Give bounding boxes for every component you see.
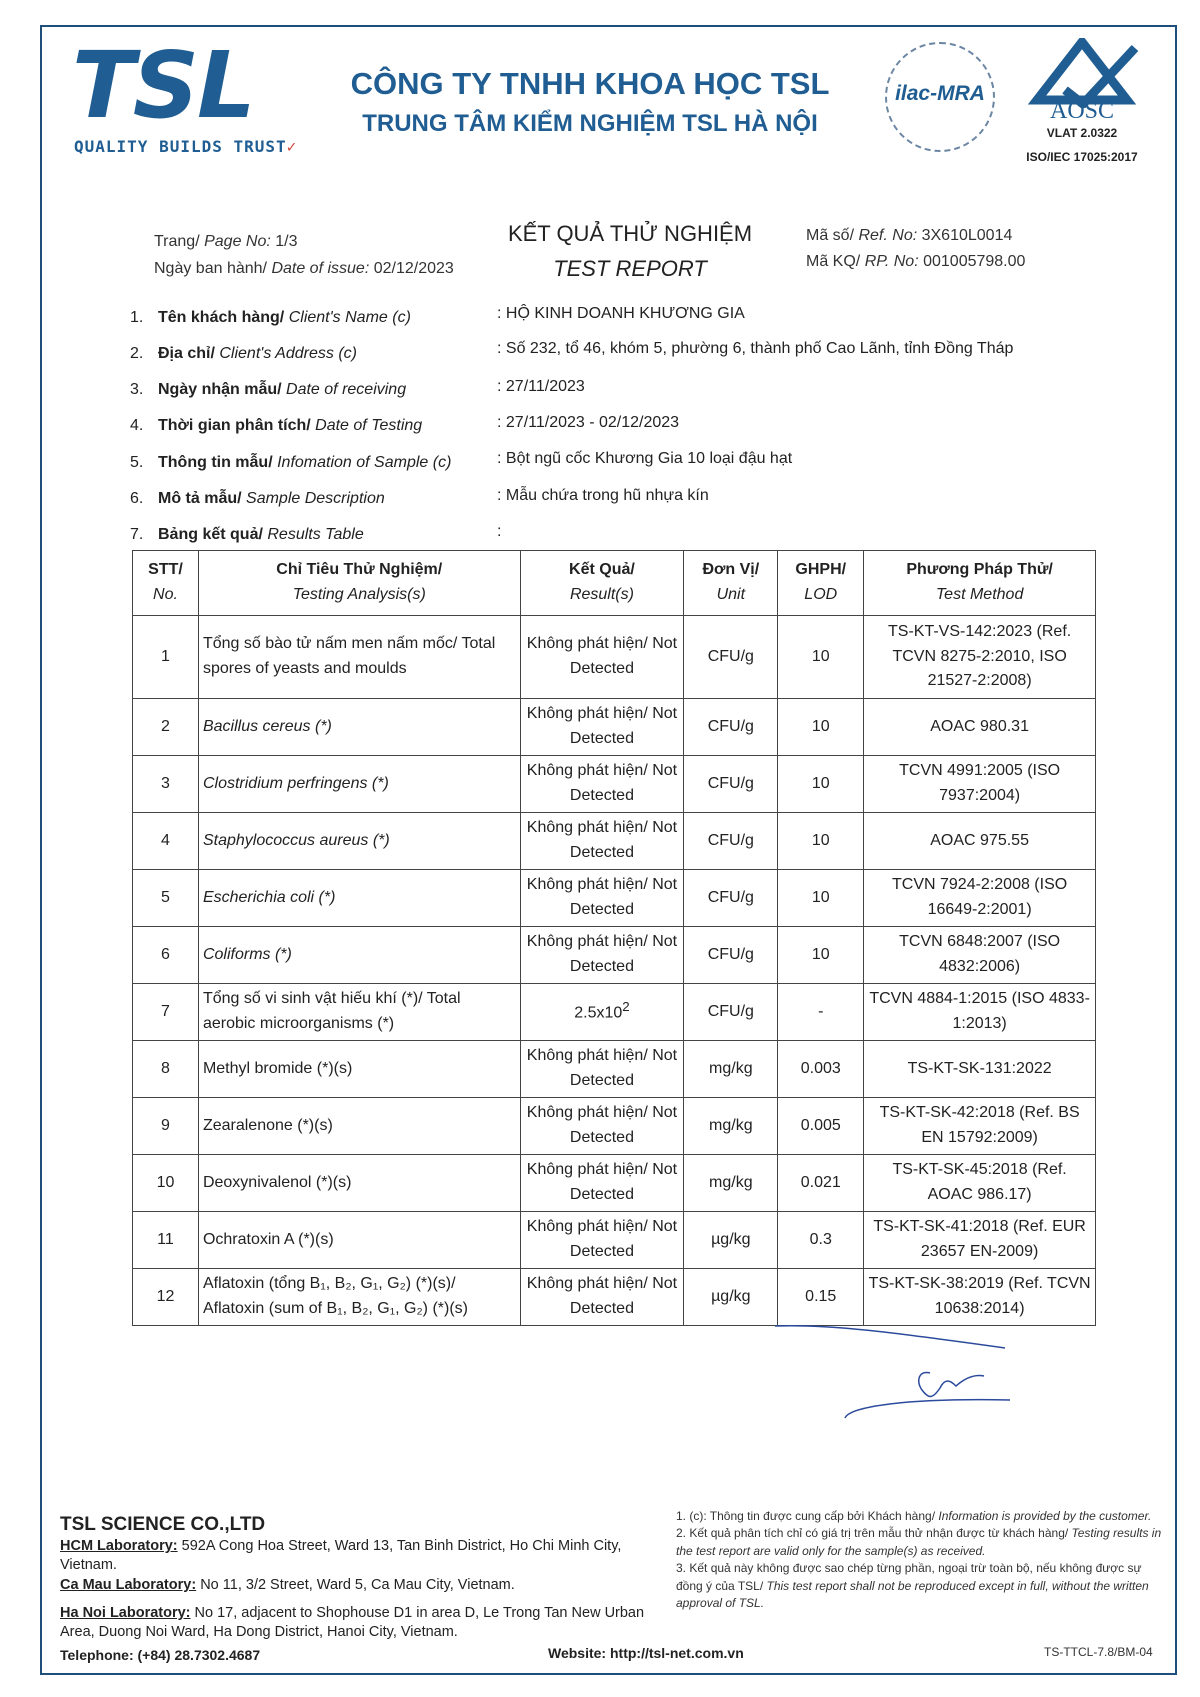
cell-method: TS-KT-SK-45:2018 (Ref. AOAC 986.17) — [864, 1155, 1096, 1212]
note-3: 3. Kết quả này không được sao chép từng phần, ngoại trừ toàn bộ, nếu không được sự đồng ý của TSL/ This test report shall not be reproduced except in full, without the written approval of TSL. — [676, 1561, 1149, 1610]
col-header-method: Phương Pháp Thử/ Test Method — [864, 551, 1096, 616]
info-value: : Số 232, tổ 46, khóm 5, phường 6, thành phố Cao Lãnh, tỉnh Đồng Tháp — [497, 340, 1014, 357]
cell-method: TS-KT-SK-38:2019 (Ref. TCVN 10638:2014) — [864, 1269, 1096, 1326]
ilac-logo: ilac-MRA — [895, 82, 985, 105]
cell-no: 9 — [133, 1098, 199, 1155]
ref-number: Mã số/ Ref. No: 3X610L0014 — [806, 227, 1013, 244]
cell-no: 2 — [133, 699, 199, 756]
signature-icon — [770, 1318, 1030, 1428]
footer-notes — [676, 1508, 1171, 1612]
cell-analysis: Ochratoxin A (*)(s) — [198, 1212, 520, 1269]
cell-no: 7 — [133, 984, 199, 1041]
cell-result: Không phát hiện/ Not Detected — [520, 699, 684, 756]
page-number: Trang/ Page No: 1/3 — [154, 233, 298, 250]
info-value: : 27/11/2023 - 02/12/2023 — [497, 414, 680, 431]
footer-hanoi: Ha Noi Laboratory: No 17, adjacent to Shophouse D1 in area D, Le Trong Tan New Urban Area, Duong Noi Ward, Ha Dong District, Hanoi City, Vietnam. — [60, 1605, 645, 1640]
cell-no: 3 — [133, 756, 199, 813]
cell-result: $2.5x10^2$ — [520, 984, 684, 1041]
info-item: 7. Bảng kết quả/ Results Table — [130, 526, 364, 543]
table-row — [133, 870, 1096, 927]
cell-method: TCVN 7924-2:2008 (ISO 16649-2:2001) — [864, 870, 1096, 927]
cell-lod: 0.3 — [778, 1212, 864, 1269]
cell-lod: 10 — [778, 756, 864, 813]
cell-unit: CFU/g — [684, 813, 778, 870]
aosc-logo: AOSC — [1049, 98, 1115, 124]
cell-unit: CFU/g — [684, 927, 778, 984]
cell-unit: µg/kg — [684, 1212, 778, 1269]
cell-unit: mg/kg — [684, 1041, 778, 1098]
table-row — [133, 1041, 1096, 1098]
center-name: TRUNG TÂM KIỂM NGHIỆM TSL HÀ NỘI — [362, 110, 818, 137]
cell-no: 4 — [133, 813, 199, 870]
table-row — [133, 1155, 1096, 1212]
cell-lod: 0.005 — [778, 1098, 864, 1155]
cell-result: Không phát hiện/ Not Detected — [520, 813, 684, 870]
cell-no: 8 — [133, 1041, 199, 1098]
iso-standard: ISO/IEC 17025:2017 — [1026, 150, 1138, 164]
table-row — [133, 984, 1096, 1041]
cell-unit: CFU/g — [684, 984, 778, 1041]
cell-lod: 0.003 — [778, 1041, 864, 1098]
cell-result: Không phát hiện/ Not Detected — [520, 1155, 684, 1212]
cell-unit: mg/kg — [684, 1155, 778, 1212]
cell-lod: 10 — [778, 699, 864, 756]
cell-lod: 0.021 — [778, 1155, 864, 1212]
table-header-row — [133, 551, 1096, 616]
info-item: 2. Địa chỉ/ Client's Address (c) — [130, 345, 357, 362]
cell-lod: 10 — [778, 616, 864, 699]
tsl-logo: TSL — [72, 32, 254, 139]
cell-result: Không phát hiện/ Not Detected — [520, 1212, 684, 1269]
table-row — [133, 1212, 1096, 1269]
cell-result: Không phát hiện/ Not Detected — [520, 756, 684, 813]
cell-result: Không phát hiện/ Not Detected — [520, 870, 684, 927]
table-row — [133, 1269, 1096, 1326]
cell-analysis: Coliforms (*) — [198, 927, 520, 984]
report-title-vn: KẾT QUẢ THỬ NGHIỆM — [507, 221, 753, 246]
info-value: : 27/11/2023 — [497, 378, 585, 395]
check-icon: ✓ — [286, 137, 298, 156]
cell-lod: 10 — [778, 870, 864, 927]
col-header-no: STT/ No. — [133, 551, 199, 616]
vlat-code: VLAT 2.0322 — [1046, 126, 1118, 140]
footer-website: Website: http://tsl-net.com.vn — [548, 1645, 744, 1661]
info-value: : HỘ KINH DOANH KHƯƠNG GIA — [497, 305, 745, 322]
cell-result: Không phát hiện/ Not Detected — [520, 1269, 684, 1326]
form-code: TS-TTCL-7.8/BM-04 — [1044, 1645, 1153, 1659]
cell-analysis: Clostridium perfringens (*) — [198, 756, 520, 813]
info-item: 3. Ngày nhận mẫu/ Date of receiving — [130, 381, 407, 398]
cell-lod: 0.15 — [778, 1269, 864, 1326]
cell-method: TS-KT-SK-42:2018 (Ref. BS EN 15792:2009) — [864, 1098, 1096, 1155]
info-value: : — [497, 523, 502, 540]
table-row — [133, 699, 1096, 756]
report-title-en: TEST REPORT — [553, 256, 707, 281]
cell-result: Không phát hiện/ Not Detected — [520, 1098, 684, 1155]
cell-analysis: Escherichia coli (*) — [198, 870, 520, 927]
cell-no: 10 — [133, 1155, 199, 1212]
cell-method: TCVN 4884-1:2015 (ISO 4833-1:2013) — [864, 984, 1096, 1041]
cell-no: 1 — [133, 616, 199, 699]
cell-analysis: Bacillus cereus (*) — [198, 699, 520, 756]
cell-method: AOAC 980.31 — [864, 699, 1096, 756]
note-1: 1. (c): Thông tin được cung cấp bởi Khách hàng/ Information is provided by the customer. — [676, 1509, 1152, 1523]
cell-lod: - — [778, 984, 864, 1041]
cell-lod: 10 — [778, 927, 864, 984]
footer-company: TSL SCIENCE CO.,LTD — [60, 1514, 266, 1535]
rp-number: Mã KQ/ RP. No: 001005798.00 — [806, 253, 1026, 270]
table-row — [133, 756, 1096, 813]
col-header-analysis: Chỉ Tiêu Thử Nghiệm/ Testing Analysis(s) — [198, 551, 520, 616]
footer-telephone: Telephone: (+84) 28.7302.4687 — [60, 1647, 261, 1663]
cell-method: TS-KT-VS-142:2023 (Ref. TCVN 8275-2:2010, ISO 21527-2:2008) — [864, 616, 1096, 699]
cell-method: AOAC 975.55 — [864, 813, 1096, 870]
footer-hcm: HCM Laboratory: 592A Cong Hoa Street, Ward 13, Tan Binh District, Ho Chi Minh City, Vietnam. — [60, 1538, 622, 1573]
issue-date: Ngày ban hành/ Date of issue: 02/12/2023 — [154, 260, 454, 277]
cell-unit: mg/kg — [684, 1098, 778, 1155]
cell-method: TCVN 4991:2005 (ISO 7937:2004) — [864, 756, 1096, 813]
cell-unit: CFU/g — [684, 616, 778, 699]
cell-no: 5 — [133, 870, 199, 927]
col-header-result: Kết Quả/ Result(s) — [520, 551, 684, 616]
cell-result: Không phát hiện/ Not Detected — [520, 927, 684, 984]
info-item: 5. Thông tin mẫu/ Infomation of Sample (c) — [130, 454, 452, 471]
col-header-unit: Đơn Vị/ Unit — [684, 551, 778, 616]
cell-unit: CFU/g — [684, 870, 778, 927]
cell-method: TS-KT-SK-41:2018 (Ref. EUR 23657 EN-2009) — [864, 1212, 1096, 1269]
cell-method: TS-KT-SK-131:2022 — [864, 1041, 1096, 1098]
info-value: : Mẫu chứa trong hũ nhựa kín — [497, 487, 709, 504]
info-item: 4. Thời gian phân tích/ Date of Testing — [130, 417, 423, 434]
cell-no: 6 — [133, 927, 199, 984]
cell-analysis: Tổng số vi sinh vật hiếu khí (*)/ Total aerobic microorganisms (*) — [198, 984, 520, 1041]
cell-no: 12 — [133, 1269, 199, 1326]
cell-unit: µg/kg — [684, 1269, 778, 1326]
cell-result: Không phát hiện/ Not Detected — [520, 1041, 684, 1098]
table-row — [133, 1098, 1096, 1155]
cell-analysis: Deoxynivalenol (*)(s) — [198, 1155, 520, 1212]
results-table — [132, 550, 1096, 1326]
table-row — [133, 927, 1096, 984]
logo-tagline: QUALITY BUILDS TRUST✓ — [74, 137, 298, 156]
table-row — [133, 813, 1096, 870]
cell-lod: 10 — [778, 813, 864, 870]
cell-unit: CFU/g — [684, 699, 778, 756]
info-item: 6. Mô tả mẫu/ Sample Description — [130, 490, 385, 507]
info-value: : Bột ngũ cốc Khương Gia 10 loại đậu hạt — [497, 450, 793, 467]
cell-method: TCVN 6848:2007 (ISO 4832:2006) — [864, 927, 1096, 984]
cell-analysis: Tổng số bào tử nấm men nấm mốc/ Total spores of yeasts and moulds — [198, 616, 520, 699]
cell-no: 11 — [133, 1212, 199, 1269]
table-row — [133, 616, 1096, 699]
cell-unit: CFU/g — [684, 756, 778, 813]
cell-analysis: Zearalenone (*)(s) — [198, 1098, 520, 1155]
cell-result: Không phát hiện/ Not Detected — [520, 616, 684, 699]
cell-analysis: Aflatoxin (tổng B₁, B₂, G₁, G₂) (*)(s)/ Aflatoxin (sum of B₁, B₂, G₁, G₂) (*)(s) — [198, 1269, 520, 1326]
col-header-lod: GHPH/ LOD — [778, 551, 864, 616]
info-item: 1. Tên khách hàng/ Client's Name (c) — [130, 309, 411, 326]
footer-camau: Ca Mau Laboratory: No 11, 3/2 Street, Ward 5, Ca Mau City, Vietnam. — [60, 1577, 515, 1593]
cell-analysis: Methyl bromide (*)(s) — [198, 1041, 520, 1098]
company-name: CÔNG TY TNHH KHOA HỌC TSL — [350, 66, 830, 101]
cell-analysis: Staphylococcus aureus (*) — [198, 813, 520, 870]
note-2: 2. Kết quả phân tích chỉ có giá trị trên mẫu thử nhận được từ khách hàng/ Testing results in the test report are valid only for the sample(s) as received. — [676, 1526, 1162, 1558]
